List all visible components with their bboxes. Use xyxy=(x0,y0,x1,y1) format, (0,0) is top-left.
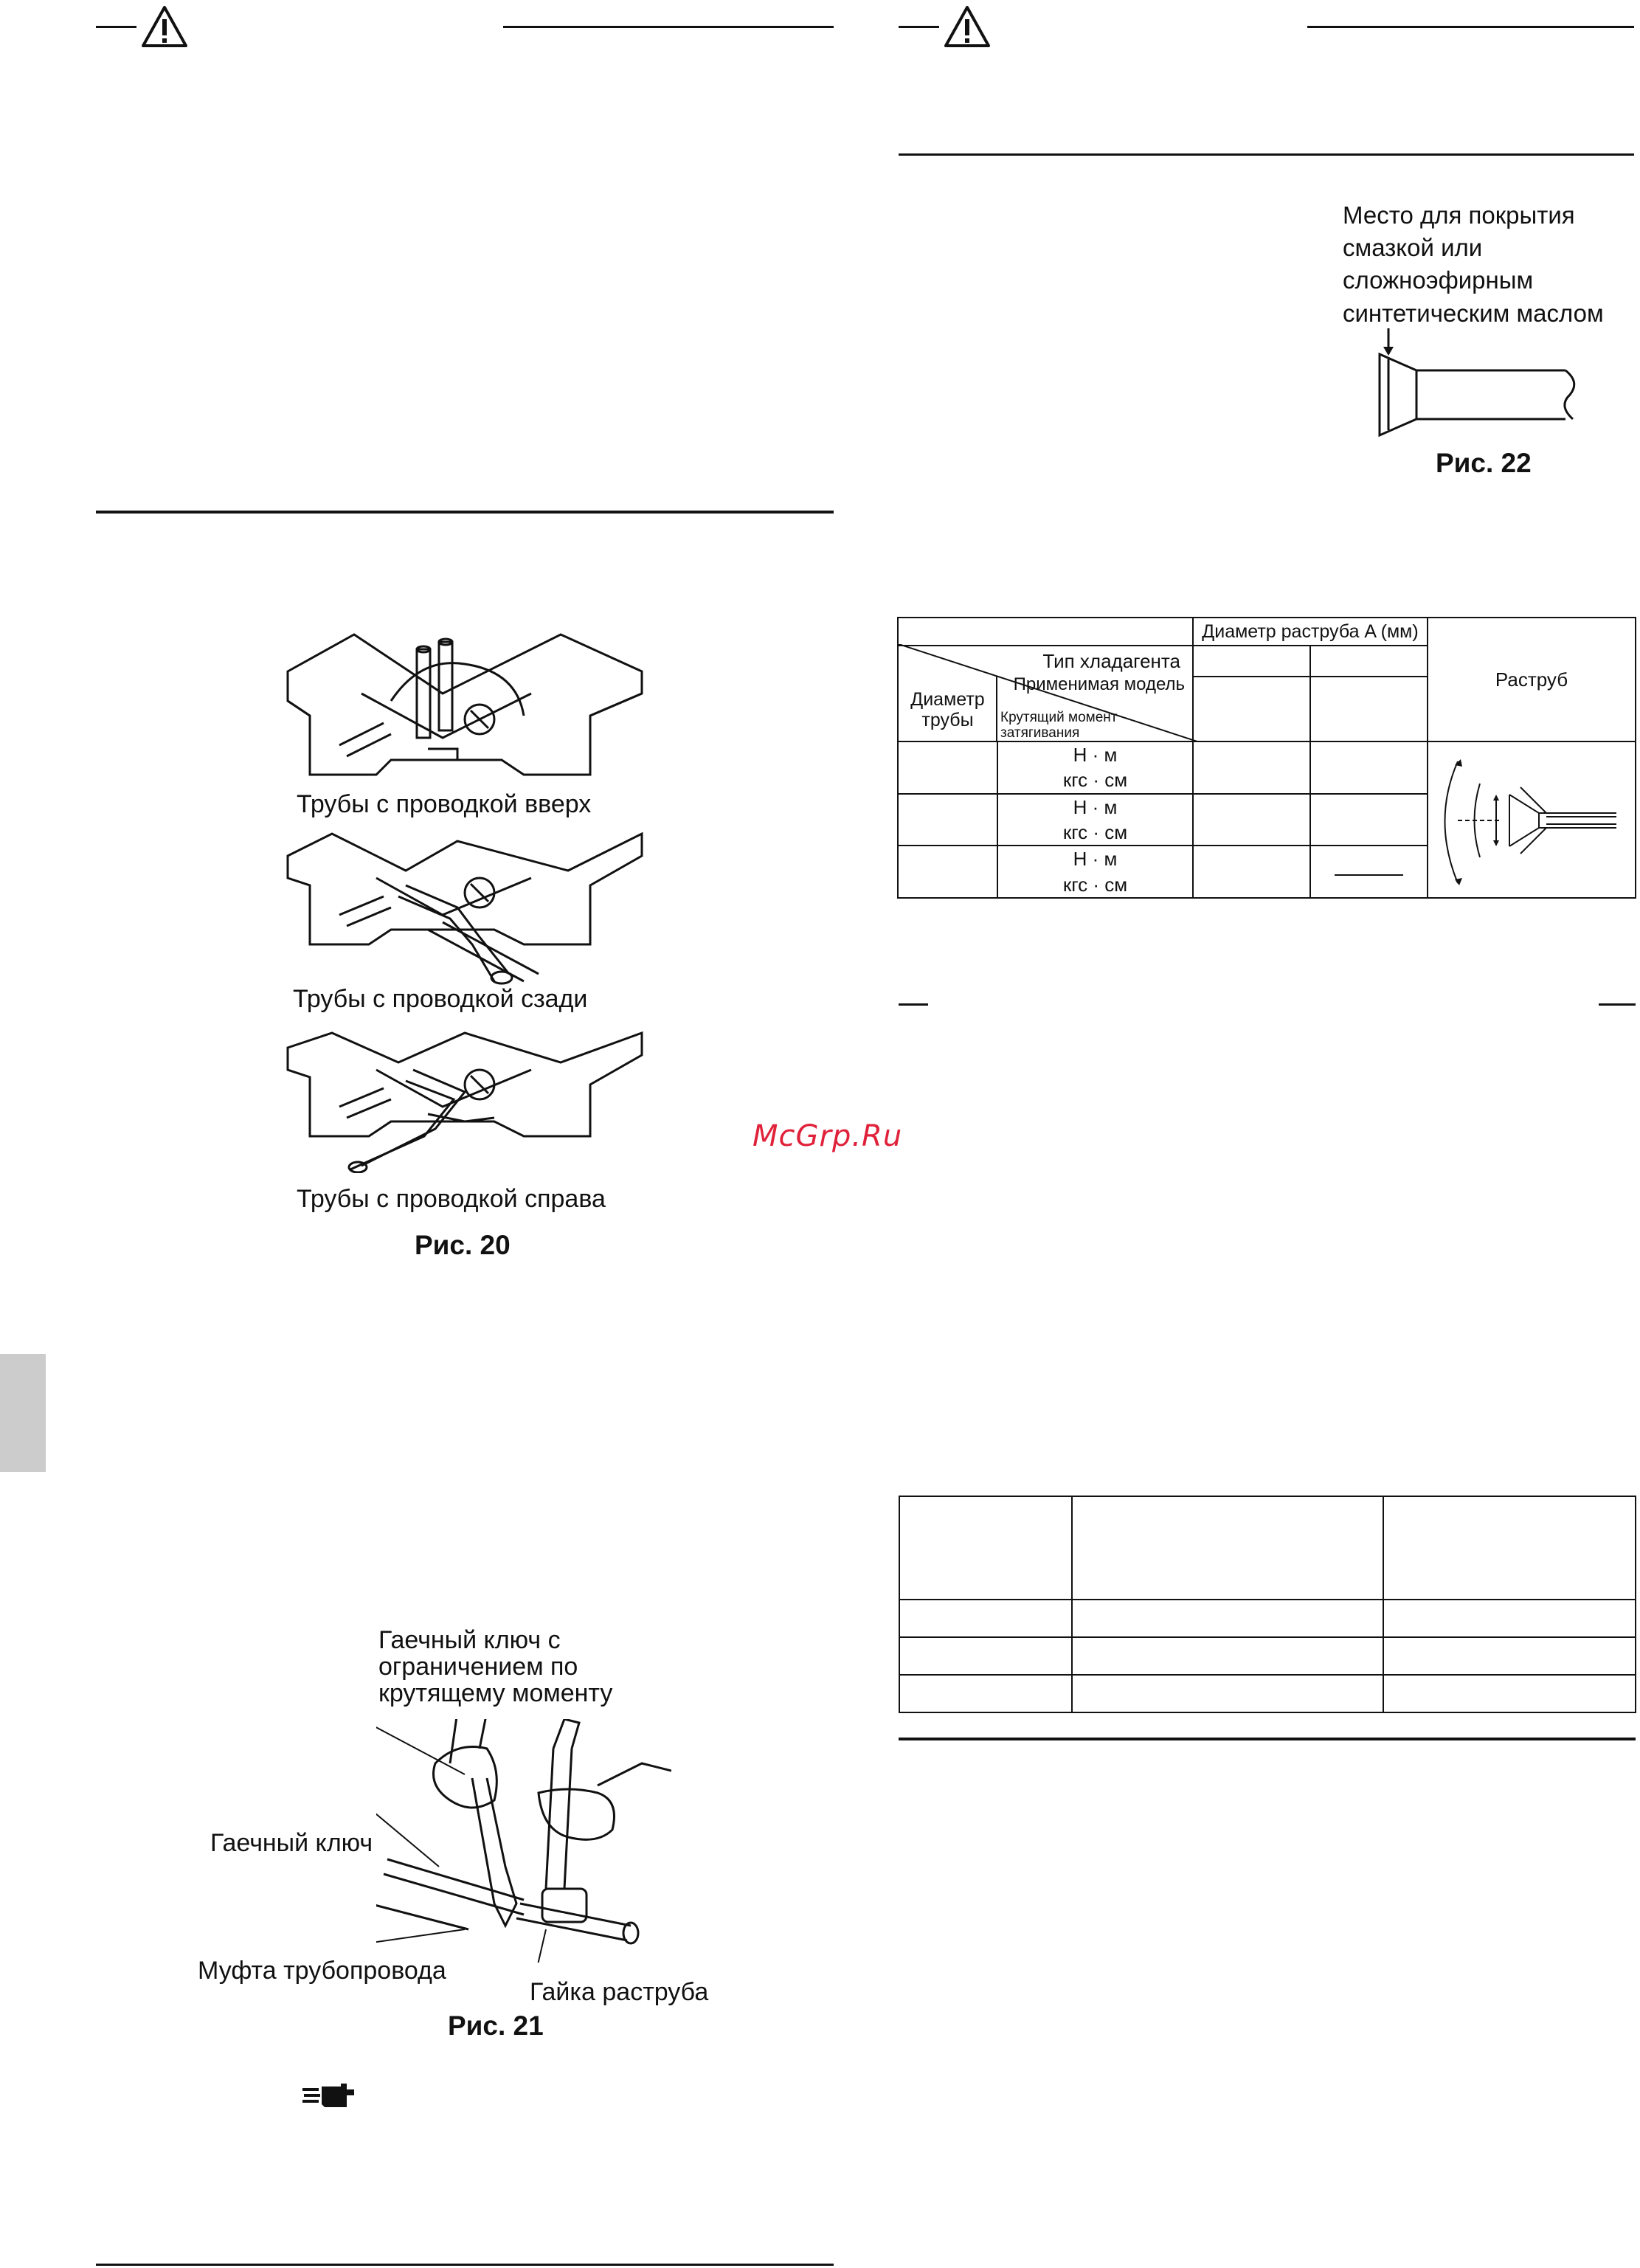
unit-nm: Н · м xyxy=(1073,795,1118,818)
unit-nm: Н · м xyxy=(1073,848,1118,871)
warning-icon xyxy=(140,4,189,49)
fig21-label-torque-wrench: Гаечный ключ с ограничением по крутящему моменту xyxy=(378,1626,613,1708)
header-model: Применимая модель xyxy=(1013,674,1185,694)
fig21-caption: Рис. 21 xyxy=(448,2011,544,2041)
torque-units-row2 xyxy=(997,794,1193,846)
header-rule-left-long xyxy=(503,26,834,28)
pipe-routing-right-illustration xyxy=(280,1026,649,1173)
fig21-label-wrench: Гаечный ключ xyxy=(210,1829,373,1857)
unit-nm: Н · м xyxy=(1073,744,1118,766)
watermark: McGrp.Ru xyxy=(752,1119,903,1153)
section-marker-right xyxy=(1599,1003,1636,1006)
header-refrigerant: Тип хладагента xyxy=(898,646,1193,677)
wrench-illustration xyxy=(376,1719,671,1963)
section-rule xyxy=(899,1738,1636,1740)
fig22-label: Место для покрытия смазкой или сложноэфирным синтетическим маслом xyxy=(1343,201,1604,327)
table-dash-cell xyxy=(1310,846,1428,898)
header-rule-right-short xyxy=(899,26,939,28)
section-rule xyxy=(899,153,1634,156)
fig21-label-coupling: Муфта трубопровода xyxy=(198,1957,446,1985)
pipe-routing-up-illustration xyxy=(280,627,649,804)
warning-icon xyxy=(943,4,992,49)
flare-pipe-illustration xyxy=(1372,317,1601,443)
unit-kgf: кгс · см xyxy=(1062,769,1128,792)
fig20-caption: Рис. 20 xyxy=(415,1230,511,1260)
flare-diagram-cell xyxy=(1428,741,1636,898)
flare-torque-table xyxy=(897,617,1636,899)
unit-kgf: кгс · см xyxy=(1062,820,1128,843)
pipe-routing-back-illustration xyxy=(280,826,649,996)
fig20-label-up: Трубы с проводкой вверх xyxy=(297,790,592,818)
fig21-label-nut: Гайка раструба xyxy=(530,1978,709,2006)
fig20-label-back: Трубы с проводкой сзади xyxy=(293,985,588,1013)
torque-units-row3 xyxy=(997,846,1193,898)
table-blank-cell xyxy=(898,618,1193,646)
header-flare: Раструб xyxy=(1428,618,1636,741)
page-side-tab xyxy=(0,1354,46,1472)
unit-kgf: кгс · см xyxy=(1062,873,1128,896)
flare-dimension-diagram xyxy=(1428,743,1635,891)
footer-rule xyxy=(96,2264,834,2266)
section-rule xyxy=(96,511,834,514)
fig22-caption: Рис. 22 xyxy=(1436,448,1532,478)
dash-line xyxy=(1335,874,1403,876)
torque-units-row1 xyxy=(997,741,1193,794)
table-diagonal-header xyxy=(898,674,1193,741)
header-pipe: Диаметр трубы xyxy=(910,689,985,730)
section-marker-left xyxy=(899,1003,928,1006)
pointing-hand-icon xyxy=(302,2082,356,2112)
header-rule-right-long xyxy=(1307,26,1634,28)
fig20-label-right: Трубы с проводкой справа xyxy=(297,1185,606,1213)
empty-spec-table xyxy=(899,1496,1636,1713)
header-torque: Крутящий момент затягивания xyxy=(1000,710,1118,741)
header-rule-left-short xyxy=(96,26,136,28)
header-diameter: Диаметр раструба A (мм) xyxy=(1193,618,1428,646)
